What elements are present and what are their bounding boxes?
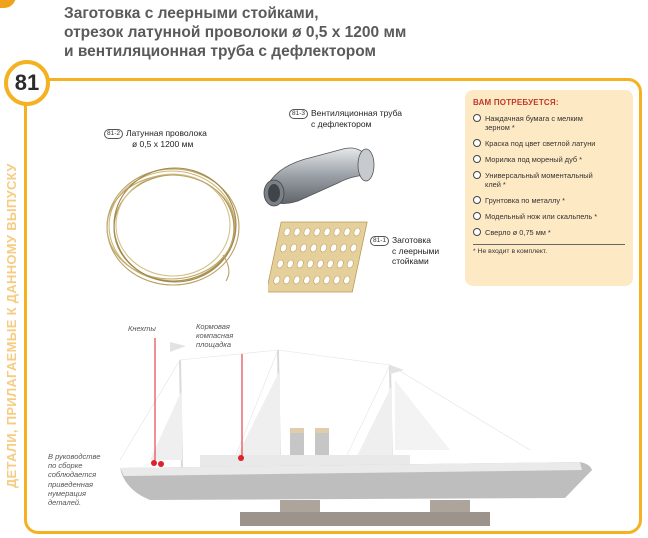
- stanchion-fret-image: [268, 218, 368, 298]
- title-line-2: отрезок латунной проволоки ø 0,5 х 1200 мм: [64, 24, 407, 41]
- requirement-item: [473, 196, 625, 205]
- title-line-3: и вентиляционная труба с дефлектором: [64, 43, 376, 60]
- requirement-item: [473, 228, 625, 237]
- part-label-wire: [104, 128, 207, 149]
- part-name-fret: Заготовка: [392, 235, 432, 245]
- note-line: по сборке: [48, 461, 83, 471]
- vent-pipe-image: [258, 135, 388, 215]
- requirement-text: Модельный нож или скальпель *: [485, 212, 598, 221]
- requirement-item: [473, 171, 625, 189]
- checkbox-circle-icon: [473, 114, 481, 122]
- requirement-item: [473, 139, 625, 148]
- callout-lines: [120, 330, 260, 470]
- requirement-text-2: зерном *: [485, 123, 515, 132]
- requirement-text: Наждачная бумага с мелким: [485, 114, 583, 123]
- requirement-item: [473, 155, 625, 164]
- part-code-wire: 81-2: [104, 129, 123, 139]
- requirement-item: [473, 212, 625, 221]
- note-line: В руководстве: [48, 452, 101, 461]
- title-line-1: Заготовка с леерными стойками,: [64, 5, 319, 22]
- part-name-fret-3: стойками: [392, 256, 429, 267]
- bitts-marker-2: [158, 461, 164, 467]
- note-line: соблюдается: [48, 470, 97, 480]
- numbering-note: [48, 452, 118, 507]
- requirement-text: Универсальный моментальный: [485, 171, 593, 180]
- requirement-text: Грунтовка по металлу *: [485, 196, 566, 205]
- corner-tab: [0, 0, 16, 8]
- page-title: [64, 4, 534, 61]
- note-line: нумерация: [48, 488, 86, 498]
- part-size-wire: ø 0,5 х 1200 мм: [132, 138, 194, 149]
- checkbox-circle-icon: [473, 228, 481, 236]
- part-code-vent: 81-3: [289, 109, 308, 119]
- requirement-text: Сверло ø 0,75 мм *: [485, 228, 551, 237]
- checkbox-circle-icon: [473, 212, 481, 220]
- requirement-text: Морилка под мореный дуб *: [485, 155, 583, 164]
- checkbox-circle-icon: [473, 139, 481, 147]
- part-label-vent: [289, 108, 402, 129]
- checkbox-circle-icon: [473, 155, 481, 163]
- issue-number: 81: [14, 70, 40, 95]
- issue-number-badge: [4, 60, 50, 106]
- requirements-title: ВАМ ПОТРЕБУЕТСЯ:: [473, 98, 559, 107]
- requirement-text: Краска под цвет светлой латуни: [485, 139, 596, 148]
- part-code-fret: 81-1: [370, 236, 389, 246]
- callout-compass-platform: [196, 322, 233, 349]
- brass-wire-image: [98, 155, 248, 295]
- callout-bitts: Кнехты: [128, 324, 156, 333]
- side-label: ДЕТАЛИ, ПРИЛАГАЕМЫЕ К ДАННОМУ ВЫПУСКУ: [4, 163, 19, 488]
- callout-compass-line-2: компасная: [196, 331, 234, 340]
- checkbox-circle-icon: [473, 196, 481, 204]
- callout-compass-line-1: Кормовая: [196, 322, 230, 331]
- part-label-fret: [370, 235, 439, 267]
- requirement-text-2: клей *: [485, 180, 506, 189]
- note-line: приведенная: [48, 479, 94, 489]
- requirements-divider: [473, 244, 625, 245]
- bitts-marker-1: [151, 460, 157, 466]
- callout-compass-line-3: площадка: [196, 340, 232, 349]
- requirements-box: [465, 90, 633, 286]
- requirements-note: * Не входит в комплект.: [473, 248, 548, 255]
- part-name-fret-2: с леерными: [392, 245, 440, 256]
- compass-platform-marker: [238, 455, 244, 461]
- requirement-item: [473, 114, 625, 132]
- note-line: деталей.: [48, 498, 82, 508]
- part-subname-vent: с дефлектором: [311, 118, 372, 129]
- checkbox-circle-icon: [473, 171, 481, 179]
- part-name-wire: Латунная проволока: [126, 128, 207, 138]
- part-name-vent: Вентиляционная труба: [311, 108, 403, 118]
